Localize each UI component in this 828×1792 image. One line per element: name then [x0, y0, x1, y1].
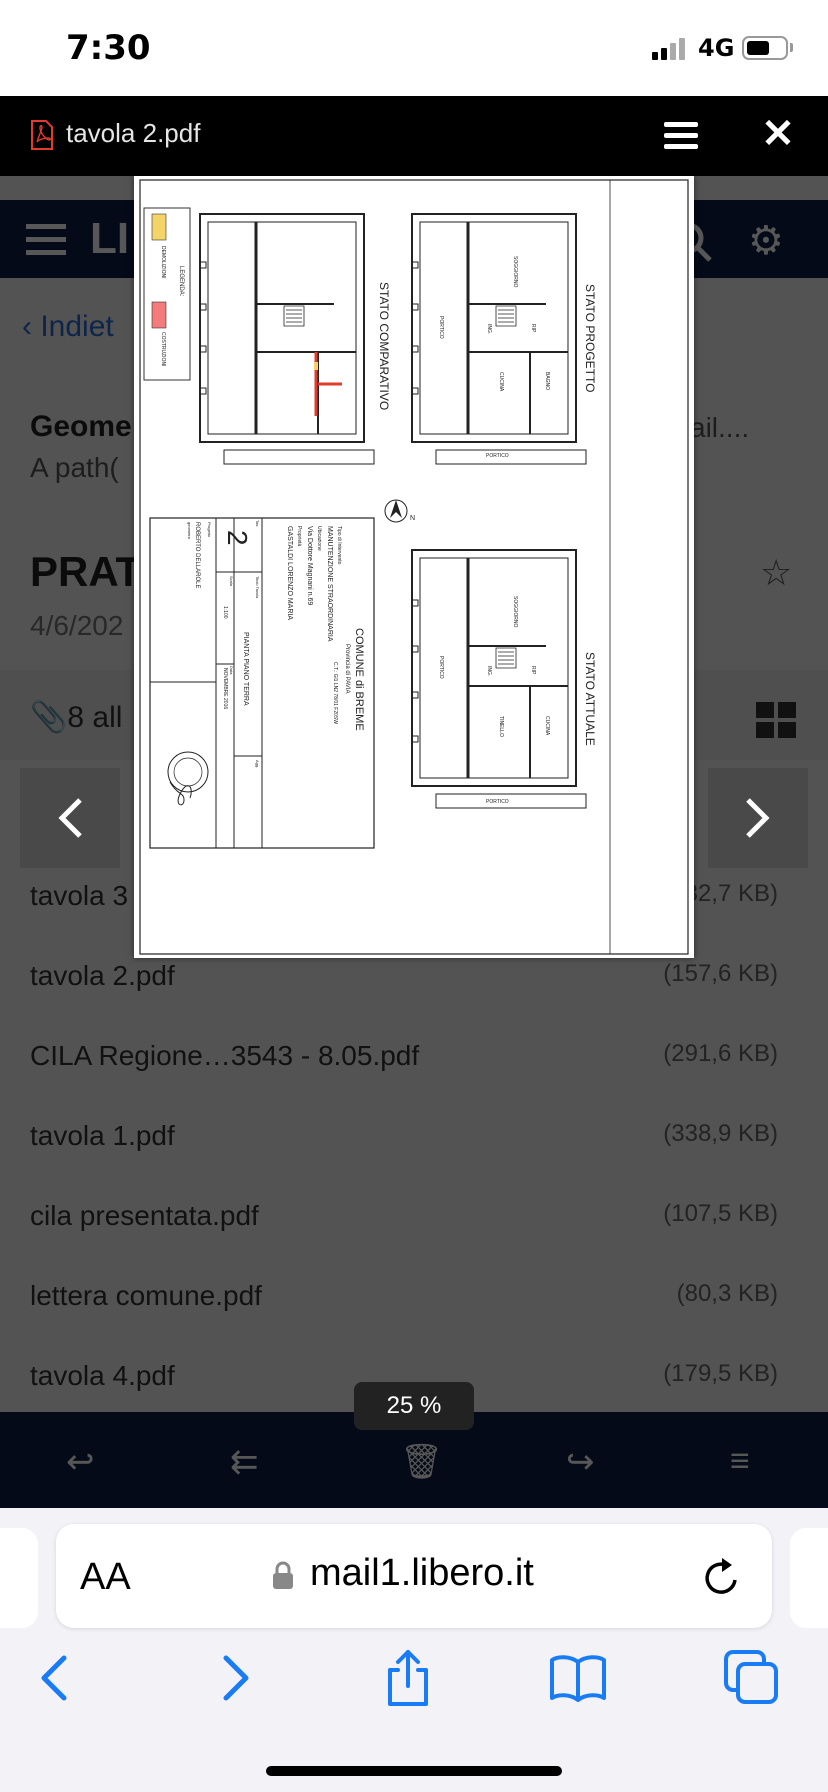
data: NOVEMBRE 2016: [222, 668, 228, 710]
floorplan-attuale: [412, 550, 586, 808]
provincia-label: Provincia di PAVIA: [344, 644, 350, 694]
status-time: 7:30: [66, 28, 151, 68]
tav-label: Tav.: [255, 520, 260, 528]
proprieta-label: Proprietà: [296, 526, 302, 547]
next-tab-peek[interactable]: [790, 1528, 828, 1628]
menu-button[interactable]: [664, 120, 700, 152]
titolo-tavola: PIANTA PIANO TERRA: [242, 632, 249, 706]
chevron-right-icon: [738, 794, 778, 842]
room-soggiorno-attuale: SOGGIORNO: [512, 596, 518, 628]
floorplan-progetto: [412, 214, 586, 464]
room-portico-progetto: PORTICO: [438, 316, 444, 339]
progettista: ROBERTO DELLAROLE: [194, 522, 200, 589]
pdf-page[interactable]: [134, 176, 694, 958]
back-button[interactable]: [30, 1648, 90, 1708]
url-text[interactable]: mail1.libero.it: [310, 1552, 534, 1594]
room-bagno-progetto: BAGNO: [544, 372, 550, 391]
network-type: 4G: [698, 34, 735, 62]
scala: 1:100: [222, 606, 228, 619]
previous-page-button[interactable]: [20, 768, 120, 868]
book-icon: [552, 1657, 604, 1700]
floorplan-comparativo: [200, 214, 374, 464]
battery-tip: [790, 43, 793, 52]
home-indicator: [266, 1766, 562, 1776]
lock-icon: [272, 1560, 294, 1590]
pdf-file-icon: [30, 120, 54, 150]
room-ing-progetto: ING.: [486, 324, 492, 335]
catasto-label: C.T.: Gl1 LN2 78/01 F20SW: [332, 662, 338, 724]
proprieta: GASTALDI LORENZO MARIA: [286, 526, 293, 620]
share-icon: [390, 1652, 426, 1704]
room-tinello-attuale: TINELLO: [498, 716, 504, 737]
scala-label: Scala: [229, 576, 234, 587]
menu-icon: [664, 122, 698, 127]
title-block: [150, 518, 374, 848]
next-page-button[interactable]: [708, 768, 808, 868]
svg-text:N: N: [410, 515, 416, 522]
room-soggiorno-progetto: SOGGIORNO: [512, 256, 518, 288]
legend-title: LEGENDA:: [178, 266, 184, 297]
tipo-intervento: MANUTENZIONE STRAORDINARIA: [326, 526, 333, 642]
reload-icon[interactable]: [702, 1556, 742, 1598]
stato-comparativo-label: STATO COMPARATIVO: [377, 282, 391, 411]
agg-label: Agg.: [255, 760, 260, 769]
room-portico-attuale: PORTICO: [438, 656, 444, 679]
tav-number: 2: [222, 530, 253, 546]
ubicazione-label: Ubicazione: [316, 526, 322, 551]
progetto-label: Progetto: [207, 522, 212, 538]
stato-attuale-label: STATO ATTUALE: [583, 652, 597, 746]
previous-tab-peek[interactable]: [0, 1528, 38, 1628]
room-rip-progetto: RIP: [530, 324, 536, 333]
titolo-tavola-label: Titolo Tavola: [255, 576, 260, 599]
room-cucina-progetto: CUCINA: [498, 372, 504, 392]
chevron-left-icon: [44, 1658, 64, 1698]
file-title: tavola 2.pdf: [66, 118, 201, 148]
data-label: Data: [229, 666, 234, 675]
compass-icon: [385, 500, 415, 522]
bookmarks-button[interactable]: [548, 1648, 608, 1708]
signal-icon: [652, 38, 692, 60]
comune-label: COMUNE di BREME: [353, 628, 365, 731]
reader-options-button[interactable]: AA: [80, 1556, 131, 1598]
portico-label-progetto: PORTICO: [486, 453, 509, 459]
zoom-level: 25 %: [354, 1382, 474, 1430]
tabs-icon: [726, 1652, 776, 1702]
progettista-title: geometra: [187, 522, 192, 539]
portico-label-attuale: PORTICO: [486, 799, 509, 805]
room-cucina-attuale: CUCINA: [544, 716, 550, 736]
legend-demolizioni: DEMOLIZIONI: [160, 246, 166, 279]
legend-costruzioni: COSTRUZIONI: [160, 332, 166, 367]
tipo-intervento-label: Tipo di Intervento: [336, 526, 342, 565]
legend: [144, 208, 190, 380]
forward-button[interactable]: [206, 1648, 266, 1708]
page-border: [140, 180, 688, 954]
room-rip-attuale: RIP: [530, 666, 536, 675]
ubicazione: Via Dottore Magnani n.69: [306, 526, 313, 606]
close-button[interactable]: ✕: [761, 112, 795, 156]
stato-progetto-label: STATO PROGETTO: [583, 284, 597, 393]
battery-icon: [742, 36, 788, 60]
share-button[interactable]: [378, 1648, 438, 1708]
chevron-right-icon: [226, 1658, 246, 1698]
room-ing-attuale: ING.: [486, 666, 492, 677]
tabs-button[interactable]: [722, 1648, 782, 1708]
chevron-left-icon: [50, 794, 90, 842]
